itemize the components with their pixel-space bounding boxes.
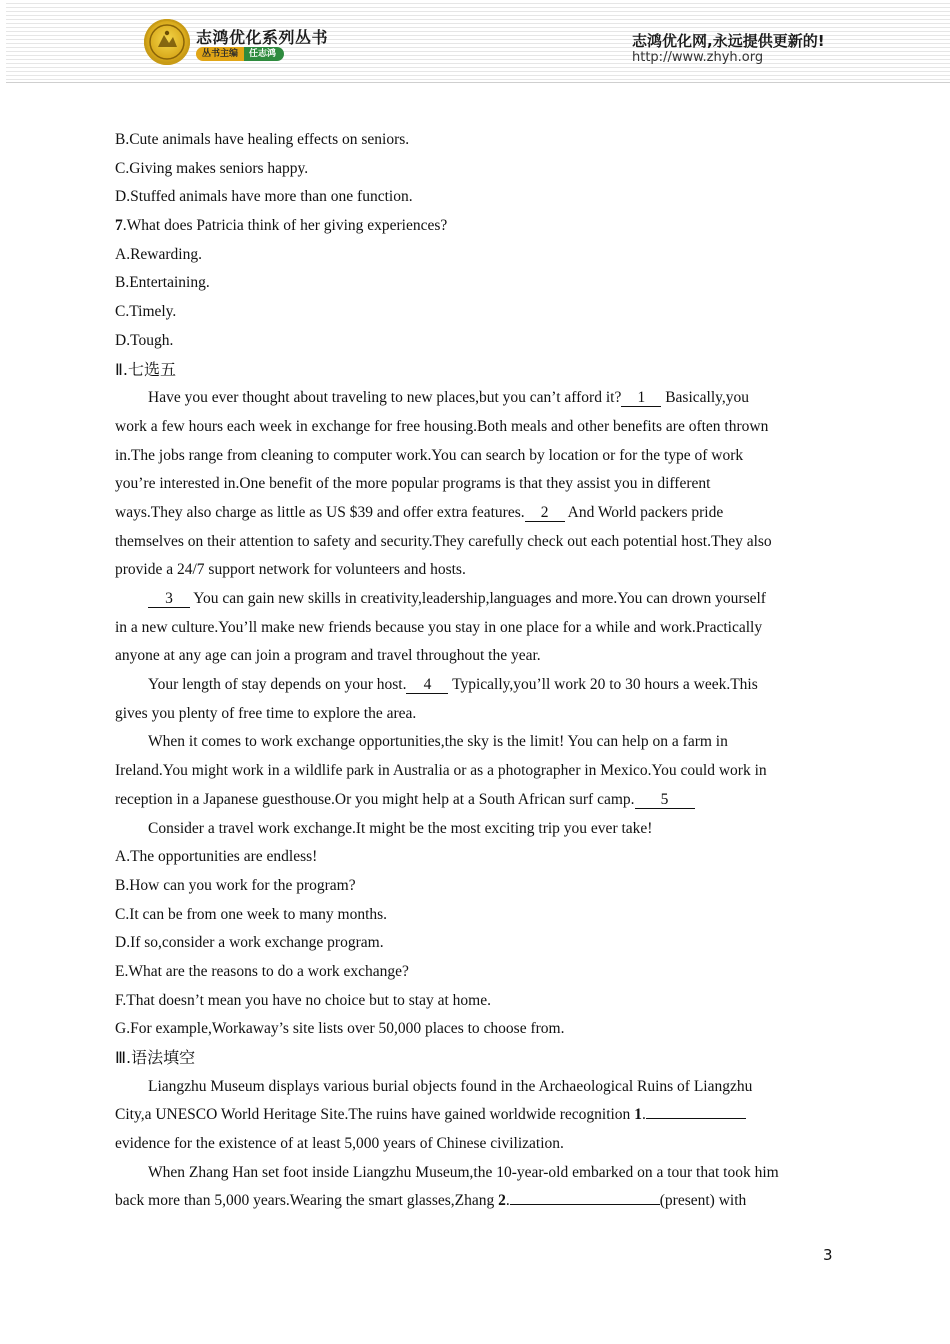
document-body: [115, 126, 835, 1216]
site-url[interactable]: http://www.zhyh.org: [632, 50, 764, 65]
passage-line: reception in a Japanese guesthouse.Or you might help at a South African surf camp. 5: [115, 786, 835, 815]
passage-line: evidence for the existence of at least 5,000 years of Chinese civilization.: [115, 1135, 564, 1153]
q6-option-c: C.Giving makes seniors happy.: [115, 159, 309, 177]
passage-line: When it comes to work exchange opportunities,the sky is the limit! You can help on a farm in: [148, 733, 728, 751]
site-slogan: 志鸿优化网,永远提供更新的!: [632, 32, 825, 50]
q7-option-c: C.Timely.: [115, 303, 177, 321]
passage-line: Have you ever thought about traveling to new places,but you can’t afford it? 1 Basically,you: [148, 389, 749, 407]
q6-option-b: B.Cute animals have healing effects on seniors.: [115, 131, 410, 148]
passage-line: Liangzhu Museum displays various burial objects found in the Archaeological Ruins of Liangzhu: [148, 1077, 753, 1095]
header-divider: [6, 82, 950, 83]
option-e: E.What are the reasons to do a work exchange?: [115, 962, 409, 980]
blank-1[interactable]: 1: [621, 390, 661, 407]
q7-option-d: D.Tough.: [115, 331, 174, 349]
passage-line: Ireland.You might work in a wildlife park in Australia or as a photographer in Mexico.You could work in: [115, 762, 767, 780]
option-a: A.The opportunities are endless!: [115, 848, 318, 866]
option-f: F.That doesn’t mean you have no choice but to stay at home.: [115, 991, 491, 1009]
blank-number-1: 1: [634, 1106, 642, 1124]
passage-line: themselves on their attention to safety and security.They carefully check out each potential host.They also: [115, 532, 772, 550]
section3-heading: Ⅲ.语法填空: [115, 1048, 196, 1067]
passage-line: 3 You can gain new skills in creativity,leadership,languages and more.You can drown yourself: [115, 585, 835, 614]
blank-2[interactable]: 2: [525, 505, 565, 522]
option-b: B.How can you work for the program?: [115, 876, 356, 894]
editor-name: 任志鸿: [244, 47, 284, 61]
editor-label: 丛书主编: [196, 47, 244, 61]
blank-4[interactable]: 4: [406, 677, 448, 694]
page-number: 3: [823, 1246, 833, 1264]
passage-line: Consider a travel work exchange.It might be the most exciting trip you ever take!: [148, 819, 653, 837]
passage-line: When Zhang Han set foot inside Liangzhu Museum,the 10-year-old embarked on a tour that took him: [148, 1163, 779, 1181]
q6-option-d: D.Stuffed animals have more than one function.: [115, 188, 413, 206]
q7-question: [115, 212, 835, 241]
passage-line: provide a 24/7 support network for volunteers and hosts.: [115, 561, 466, 579]
q7-number: 7: [115, 217, 123, 235]
blank-3[interactable]: 3: [148, 591, 190, 608]
section2-heading: Ⅱ.七选五: [115, 359, 176, 379]
series-logo: [144, 19, 190, 65]
q7-option-a: A.Rewarding.: [115, 245, 202, 263]
option-g: G.For example,Workaway’s site lists over 50,000 places to choose from.: [115, 1020, 565, 1038]
passage-line: you’re interested in.One benefit of the more popular programs is that they assist you in different: [115, 475, 711, 493]
passage-line: Your length of stay depends on your host. 4 Typically,you’ll work 20 to 30 hours a week.This: [148, 676, 758, 694]
passage-line: in a new culture.You’ll make new friends because you stay in one place for a while and work.Practically: [115, 618, 763, 636]
passage-line: anyone at any age can join a program and travel throughout the year.: [115, 647, 541, 665]
q7-text: .What does Patricia think of her giving experiences?: [122, 217, 448, 235]
blank-number-2: 2: [498, 1192, 506, 1210]
editor-badge: [196, 47, 284, 61]
passage-line: City,a UNESCO World Heritage Site.The ruins have gained worldwide recognition 1.: [115, 1101, 835, 1130]
blank-5[interactable]: 5: [635, 792, 695, 809]
grammar-blank-1[interactable]: [646, 1118, 746, 1119]
series-title: 志鸿优化系列丛书: [196, 28, 329, 47]
passage-line: back more than 5,000 years.Wearing the smart glasses,Zhang 2. (present) with: [115, 1192, 747, 1210]
q7-option-b: B.Entertaining.: [115, 274, 210, 292]
grammar-blank-2[interactable]: [510, 1204, 660, 1205]
logo-emblem-icon: [144, 19, 190, 65]
passage-line: work a few hours each week in exchange for free housing.Both meals and other benefits are often thrown: [115, 417, 769, 435]
option-c: C.It can be from one week to many months.: [115, 905, 388, 923]
option-d: D.If so,consider a work exchange program.: [115, 934, 384, 952]
passage-line: gives you plenty of free time to explore the area.: [115, 704, 417, 722]
passage-line: ways.They also charge as little as US $39 and offer extra features. 2 And World packers pride: [115, 503, 724, 521]
passage-line: in.The jobs range from cleaning to computer work.You can search by location or for the type of work: [115, 446, 744, 464]
